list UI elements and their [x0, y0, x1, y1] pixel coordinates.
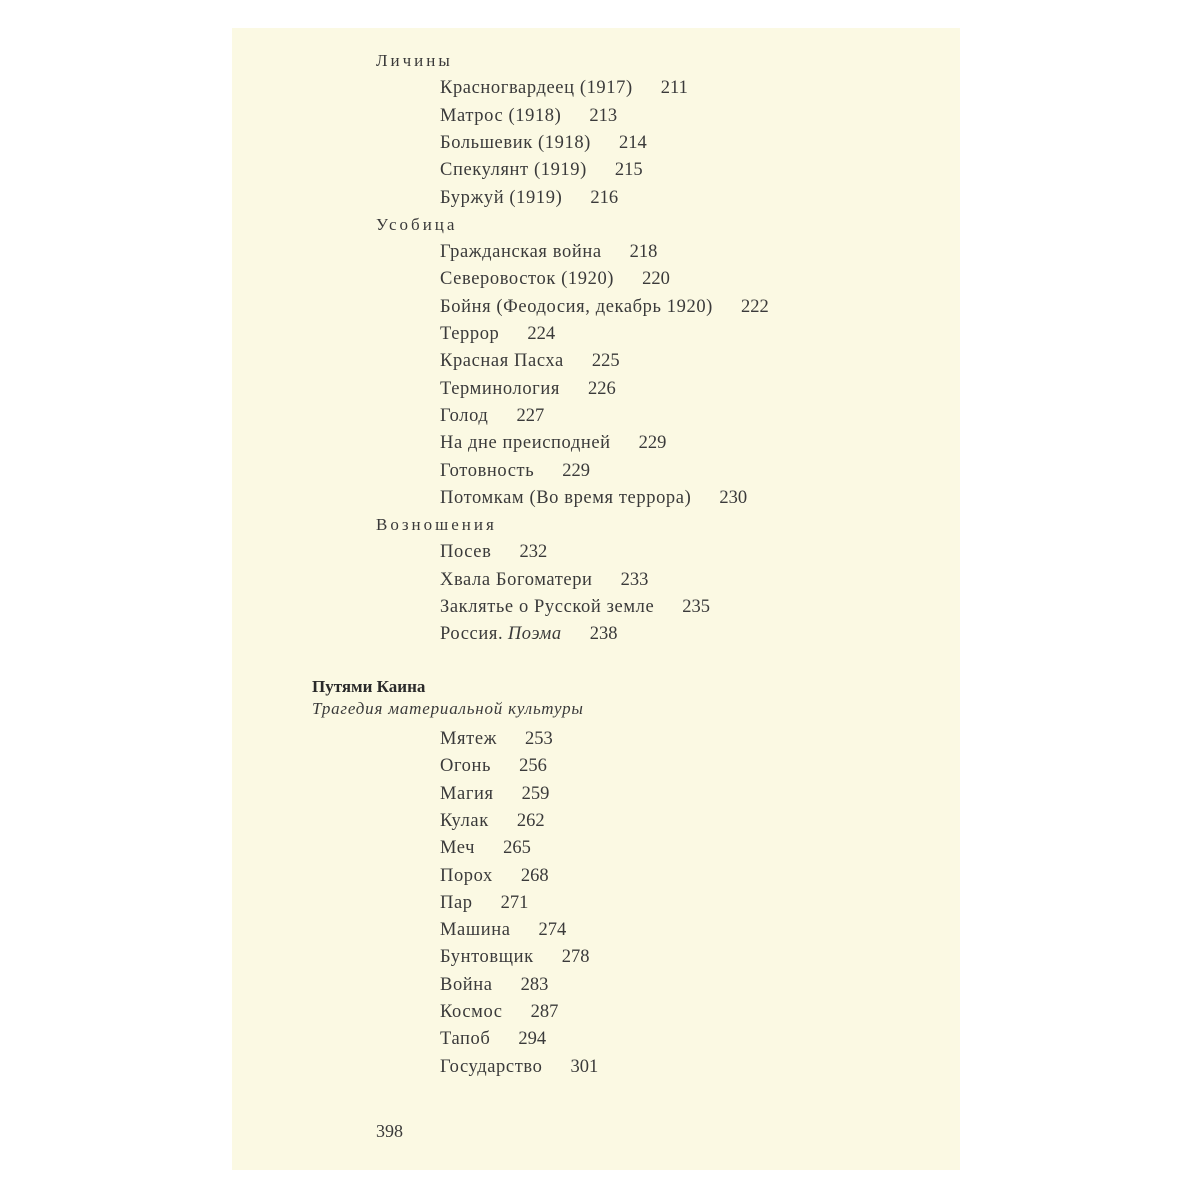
entry-page-number: 224	[527, 324, 556, 344]
entry-title: На дне преисподней	[440, 433, 611, 454]
toc-entry	[440, 159, 643, 181]
toc-entry	[440, 460, 590, 482]
entry-title: Война	[440, 974, 493, 995]
entry-title-italic: Поэма	[507, 624, 562, 645]
entry-title: Мятеж	[440, 729, 498, 749]
entry-page-number: 268	[520, 865, 549, 886]
toc-entry	[440, 810, 545, 832]
toc-entry	[440, 541, 547, 563]
entry-title: Гражданская война	[440, 242, 602, 263]
entry-page-number: 215	[614, 160, 643, 181]
toc-entry	[440, 323, 555, 345]
entry-title: Красногвардеец (1917)	[440, 78, 633, 99]
toc-entry	[440, 892, 528, 914]
entry-page-number: 230	[719, 487, 748, 508]
entry-title: Хвала Богоматери	[440, 569, 593, 590]
entry-page-number: 283	[520, 974, 549, 995]
toc-entry	[440, 728, 553, 750]
entry-title: Готовность	[440, 460, 535, 481]
entry-title: Посев	[440, 542, 492, 563]
entry-page-number: 287	[530, 1002, 559, 1022]
entry-title: Голод	[440, 405, 489, 426]
toc-entry	[440, 132, 647, 154]
page-number: 398	[376, 1121, 403, 1141]
entry-page-number: 265	[503, 838, 531, 859]
entry-page-number: 256	[519, 756, 547, 777]
entry-title: Космос	[440, 1002, 503, 1022]
entry-page-number: 232	[519, 542, 548, 563]
entry-page-number: 253	[525, 729, 553, 749]
entry-page-number: 229	[562, 460, 590, 481]
entry-title: Машина	[440, 920, 511, 941]
toc-entry	[440, 1056, 598, 1078]
entry-title: Бунтовщик	[440, 947, 534, 968]
toc-entry	[440, 919, 566, 941]
book-page	[232, 28, 960, 1170]
entry-page-number: 220	[642, 269, 670, 290]
entry-title: Государство	[440, 1056, 543, 1077]
toc-entry	[440, 378, 616, 400]
toc-entry	[440, 268, 670, 290]
entry-title: Большевик (1918)	[440, 132, 591, 153]
entry-title: Заклятье о Русской земле	[440, 597, 655, 617]
entry-page-number: 222	[740, 296, 769, 317]
toc-entry	[440, 1001, 558, 1023]
entry-page-number: 278	[561, 947, 590, 968]
toc-entry	[440, 974, 548, 996]
toc-entry	[440, 77, 688, 99]
entry-title: Меч	[440, 838, 476, 859]
entry-page-number: 294	[518, 1029, 547, 1050]
toc-entry	[440, 350, 620, 372]
entry-title: Огонь	[440, 756, 492, 777]
entry-title: Магия	[440, 783, 494, 804]
toc-entry	[440, 105, 617, 127]
toc-entry	[440, 241, 657, 263]
section-heading: Возношения	[376, 515, 497, 535]
entry-page-number: 216	[590, 187, 619, 208]
entry-title: Потомкам (Во время террора)	[440, 487, 692, 508]
toc-entry	[440, 405, 544, 427]
toc-entry	[440, 1028, 546, 1050]
entry-title: Спекулянт (1919)	[440, 160, 587, 181]
entry-page-number: 259	[521, 783, 550, 804]
section-heading: Усобица	[376, 214, 458, 234]
entry-page-number: 218	[629, 242, 658, 263]
entry-page-number: 211	[660, 78, 688, 99]
entry-title: Порох	[440, 865, 493, 886]
entry-page-number: 227	[516, 405, 545, 426]
toc-entry	[440, 865, 549, 887]
toc-entry	[440, 755, 547, 777]
toc-entry	[440, 596, 710, 618]
entry-title: Терминология	[440, 378, 560, 399]
toc-entry	[440, 623, 617, 645]
entry-page-number: 238	[589, 624, 618, 645]
book-title: Путями Каина	[312, 677, 426, 696]
entry-title: Матрос (1918)	[440, 105, 562, 126]
entry-page-number: 235	[682, 597, 711, 617]
toc-entry	[440, 187, 618, 209]
entry-page-number: 226	[587, 378, 616, 399]
toc-entry	[440, 296, 769, 318]
toc-entry	[440, 569, 648, 591]
entry-page-number: 233	[620, 569, 649, 590]
entry-title: Красная Пасха	[440, 351, 564, 372]
entry-title: Кулак	[440, 810, 489, 831]
toc-entry	[440, 487, 747, 509]
toc-entry	[440, 783, 549, 805]
book-subtitle: Трагедия материальной культуры	[312, 699, 584, 718]
entry-page-number: 214	[618, 132, 647, 153]
entry-page-number: 262	[516, 810, 545, 831]
toc-entry	[440, 837, 531, 859]
toc-entry	[440, 946, 589, 968]
entry-page-number: 225	[591, 351, 620, 372]
entry-title: Бойня (Феодосия, декабрь 1920)	[440, 296, 713, 317]
entry-page-number: 229	[638, 433, 667, 454]
entry-title: Россия.	[440, 624, 504, 645]
section-heading: Личины	[376, 51, 453, 70]
entry-page-number: 301	[570, 1056, 599, 1077]
toc-entry	[440, 432, 666, 454]
entry-page-number: 274	[538, 920, 567, 941]
entry-title: Северовосток (1920)	[440, 269, 615, 290]
entry-page-number: 213	[589, 105, 618, 126]
entry-page-number: 271	[500, 892, 529, 913]
entry-title: Террор	[440, 324, 500, 344]
entry-title: Буржуй (1919)	[440, 187, 563, 208]
entry-title: Пар	[440, 892, 473, 913]
entry-title: Тапоб	[440, 1029, 491, 1050]
